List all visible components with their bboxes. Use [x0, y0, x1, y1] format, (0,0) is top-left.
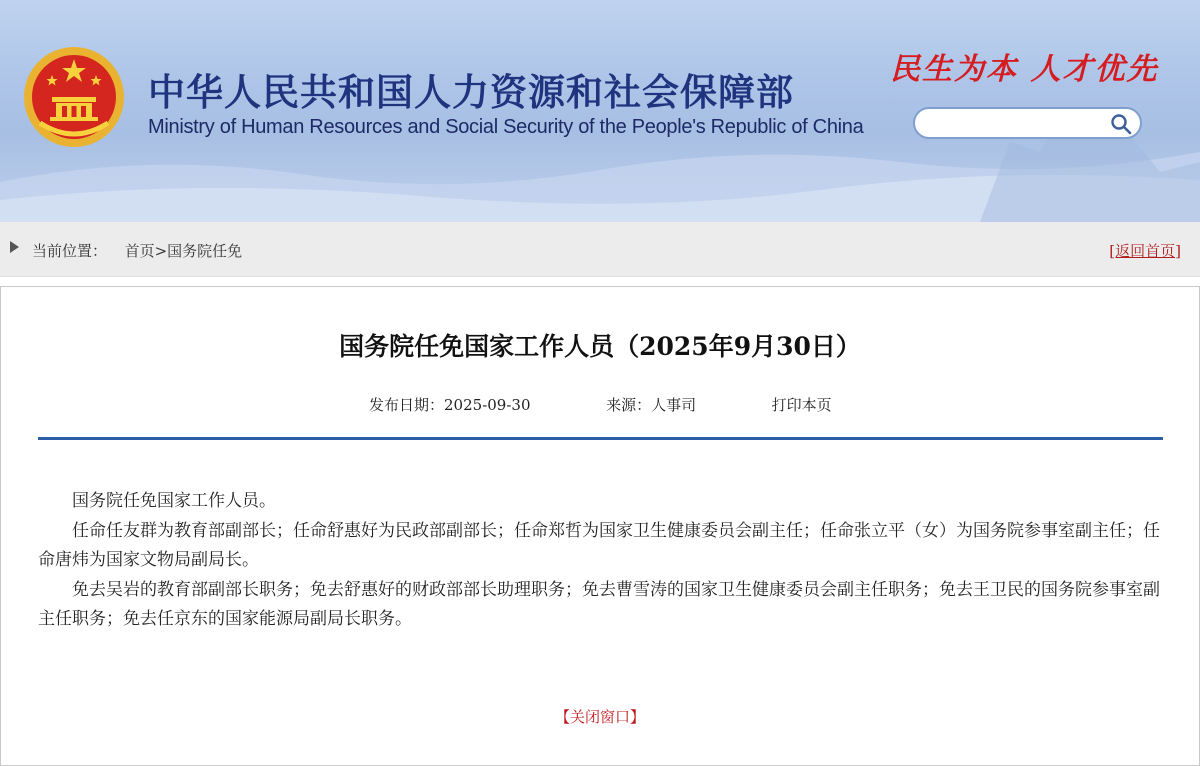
breadcrumb-bar [0, 222, 1200, 277]
search-box[interactable] [913, 107, 1142, 139]
breadcrumb-current-link[interactable]: 国务院任免 [167, 242, 243, 260]
site-title-en: Ministry of Human Resources and Social Security of the People's Republic of China [148, 116, 864, 138]
article-body [38, 487, 1163, 635]
source-label: 来源： [606, 396, 652, 414]
close-window-link[interactable]: 【关闭窗口】 [554, 708, 645, 726]
national-emblem-icon [22, 45, 126, 149]
title-divider [38, 437, 1163, 440]
breadcrumb [32, 240, 242, 261]
back-home-link[interactable]: [返回首页] [1109, 242, 1181, 260]
date-label: 发布日期： [369, 396, 445, 414]
site-title-cn: 中华人民共和国人力资源和社会保障部 [148, 71, 794, 114]
article-meta [369, 394, 832, 415]
triangle-right-icon [10, 241, 19, 253]
site-header [0, 0, 1200, 222]
article-paragraph: 任命任友群为教育部副部长；任命舒惠好为民政部副部长；任命郑哲为国家卫生健康委员会副主任；任命张立平（女）为国务院参事室副主任；任命唐炜为国家文物局副局长。 [38, 520, 1160, 570]
search-icon[interactable] [1110, 113, 1132, 135]
article-panel [0, 286, 1200, 766]
article-title: 国务院任免国家工作人员（2025年9月30日） [339, 332, 861, 361]
search-input[interactable] [927, 113, 1111, 135]
article-paragraph: 国务院任免国家工作人员。 [72, 491, 276, 511]
article-source: 人事司 [651, 396, 697, 414]
slogan: 民生为本 人才优先 [890, 52, 1159, 87]
breadcrumb-label: 当前位置： [32, 242, 108, 260]
print-page-link[interactable]: 打印本页 [771, 396, 832, 414]
article-paragraph: 免去吴岩的教育部副部长职务；免去舒惠好的财政部部长助理职务；免去曹雪涛的国家卫生健康委员会副主任职务；免去王卫民的国务院参事室副主任职务；免去任京东的国家能源局副局长职务。 [38, 579, 1160, 629]
publish-date: 2025-09-30 [444, 396, 531, 414]
breadcrumb-separator: > [154, 242, 168, 260]
breadcrumb-home-link[interactable]: 首页 [124, 242, 155, 260]
